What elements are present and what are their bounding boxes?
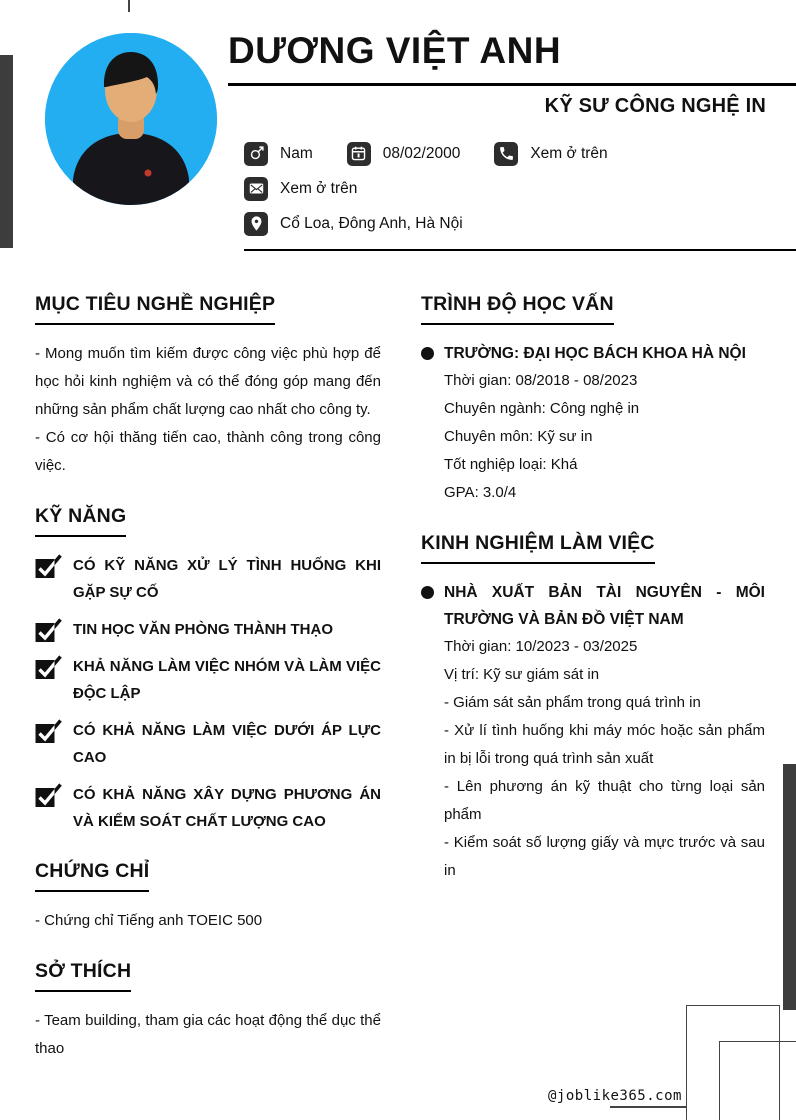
email-value: Xem ở trên [280, 179, 358, 197]
company-name: NHÀ XUẤT BẢN TÀI NGUYÊN - MÔI TRƯỜNG VÀ BẢN ĐỒ VIỆT NAM [444, 583, 765, 628]
corner-frame-inner [719, 1041, 796, 1120]
certificate-item: - Chứng chỉ Tiếng anh TOEIC 500 [35, 911, 263, 929]
objective-paragraph: - Có cơ hội thăng tiến cao, thành công trong công việc. [35, 428, 381, 474]
section-heading: KỸ NĂNG [35, 505, 126, 537]
education-detail: Chuyên môn: Kỹ sư in [444, 427, 593, 445]
experience-detail: - Xử lí tình huống khi máy móc hoặc sản phẩm in bị lỗi trong quá trình sản xuất [444, 721, 765, 767]
experience-detail: - Giám sát sản phẩm trong quá trình in [444, 693, 701, 711]
education-detail: Chuyên ngành: Công nghệ in [444, 399, 640, 417]
section-heading: CHỨNG CHỈ [35, 860, 149, 892]
right-column [421, 293, 765, 1088]
skill-item [35, 616, 381, 643]
section-heading: SỞ THÍCH [35, 960, 131, 992]
contact-address [244, 212, 463, 236]
checkbox-checked-icon [35, 617, 62, 643]
section-hobbies [35, 960, 381, 1063]
profile-photo-illustration [45, 33, 217, 205]
contact-row [244, 177, 796, 201]
objective-paragraph: - Mong muốn tìm kiếm được công việc phù hợp để học hỏi kinh nghiệm và có thể đóng góp mang đến những sản phẩm chất lượng cao nhất cho công ty. [35, 344, 381, 418]
phone-icon [494, 142, 518, 166]
dob-value: 08/02/2000 [382, 144, 461, 162]
cv-body [0, 251, 796, 1088]
education-details [444, 367, 765, 507]
checkbox-checked-icon [35, 553, 62, 579]
hobby-item: - Team building, tham gia các hoạt động thể dục thể thao [35, 1011, 381, 1057]
school-name: TRƯỜNG: ĐẠI HỌC BÁCH KHOA HÀ NỘI [444, 344, 746, 362]
checkbox-checked-icon [35, 654, 62, 680]
contact-row [244, 212, 796, 236]
skill-item [35, 552, 381, 606]
section-skills [35, 505, 381, 835]
skill-label: CÓ KỸ NĂNG XỬ LÝ TÌNH HUỐNG KHI GẶP SỰ CỐ [73, 556, 381, 601]
section-heading: TRÌNH ĐỘ HỌC VẤN [421, 293, 614, 325]
skill-item [35, 717, 381, 771]
contact-dob [347, 142, 461, 166]
contact-block [244, 142, 796, 236]
bullet-icon [421, 347, 434, 360]
person-name: DƯƠNG VIỆT ANH [228, 30, 562, 71]
education-entry [421, 340, 765, 507]
contact-row [244, 142, 796, 166]
education-entry-head [421, 340, 765, 367]
experience-entry-head [421, 579, 765, 633]
checkbox-checked-icon [35, 782, 62, 808]
section-education [421, 293, 765, 507]
watermark: @joblike365.com [548, 1088, 682, 1104]
address-value: Cổ Loa, Đông Anh, Hà Nội [280, 214, 463, 232]
calendar-icon [347, 142, 371, 166]
experience-detail: Thời gian: 10/2023 - 03/2025 [444, 637, 638, 655]
skill-label: TIN HỌC VĂN PHÒNG THÀNH THẠO [73, 620, 333, 638]
left-accent-bar [0, 55, 13, 248]
header-rule [228, 83, 796, 86]
education-detail: GPA: 3.0/4 [444, 483, 517, 501]
skill-item [35, 653, 381, 707]
experience-detail: - Lên phương án kỹ thuật cho từng loại sản phẩm [444, 777, 765, 823]
phone-value: Xem ở trên [530, 144, 608, 162]
profile-photo [45, 33, 217, 205]
checkbox-checked-icon [35, 718, 62, 744]
job-title: KỸ SƯ CÔNG NGHỆ IN [544, 94, 766, 117]
location-icon [244, 212, 268, 236]
gender-icon [244, 142, 268, 166]
right-accent-bar [783, 764, 796, 1010]
section-objective [35, 293, 381, 480]
gender-value: Nam [280, 144, 313, 162]
section-experience [421, 532, 765, 885]
section-certificates [35, 860, 381, 935]
header [228, 0, 796, 251]
skill-item [35, 781, 381, 835]
skill-label: KHẢ NĂNG LÀM VIỆC NHÓM VÀ LÀM VIỆC ĐỘC LẬP [73, 657, 381, 702]
contact-gender [244, 142, 313, 166]
contact-phone [494, 142, 607, 166]
top-tick-line [128, 0, 130, 12]
education-detail: Thời gian: 08/2018 - 08/2023 [444, 371, 638, 389]
bottom-rule-line [610, 1106, 687, 1108]
experience-entry [421, 579, 765, 885]
left-column [35, 293, 381, 1088]
experience-detail: Vị trí: Kỹ sư giám sát in [444, 665, 600, 683]
section-heading: MỤC TIÊU NGHỀ NGHIỆP [35, 293, 275, 325]
bullet-icon [421, 586, 434, 599]
experience-detail: - Kiểm soát số lượng giấy và mực trước và sau in [444, 833, 765, 879]
skill-label: CÓ KHẢ NĂNG LÀM VIỆC DƯỚI ÁP LỰC CAO [73, 721, 381, 766]
section-heading: KINH NGHIỆM LÀM VIỆC [421, 532, 655, 564]
education-detail: Tốt nghiệp loại: Khá [444, 455, 578, 473]
contact-email [244, 177, 357, 201]
email-icon [244, 177, 268, 201]
experience-details [444, 633, 765, 885]
skill-label: CÓ KHẢ NĂNG XÂY DỰNG PHƯƠNG ÁN VÀ KIỂM SOÁT CHẤT LƯỢNG CAO [73, 785, 381, 830]
